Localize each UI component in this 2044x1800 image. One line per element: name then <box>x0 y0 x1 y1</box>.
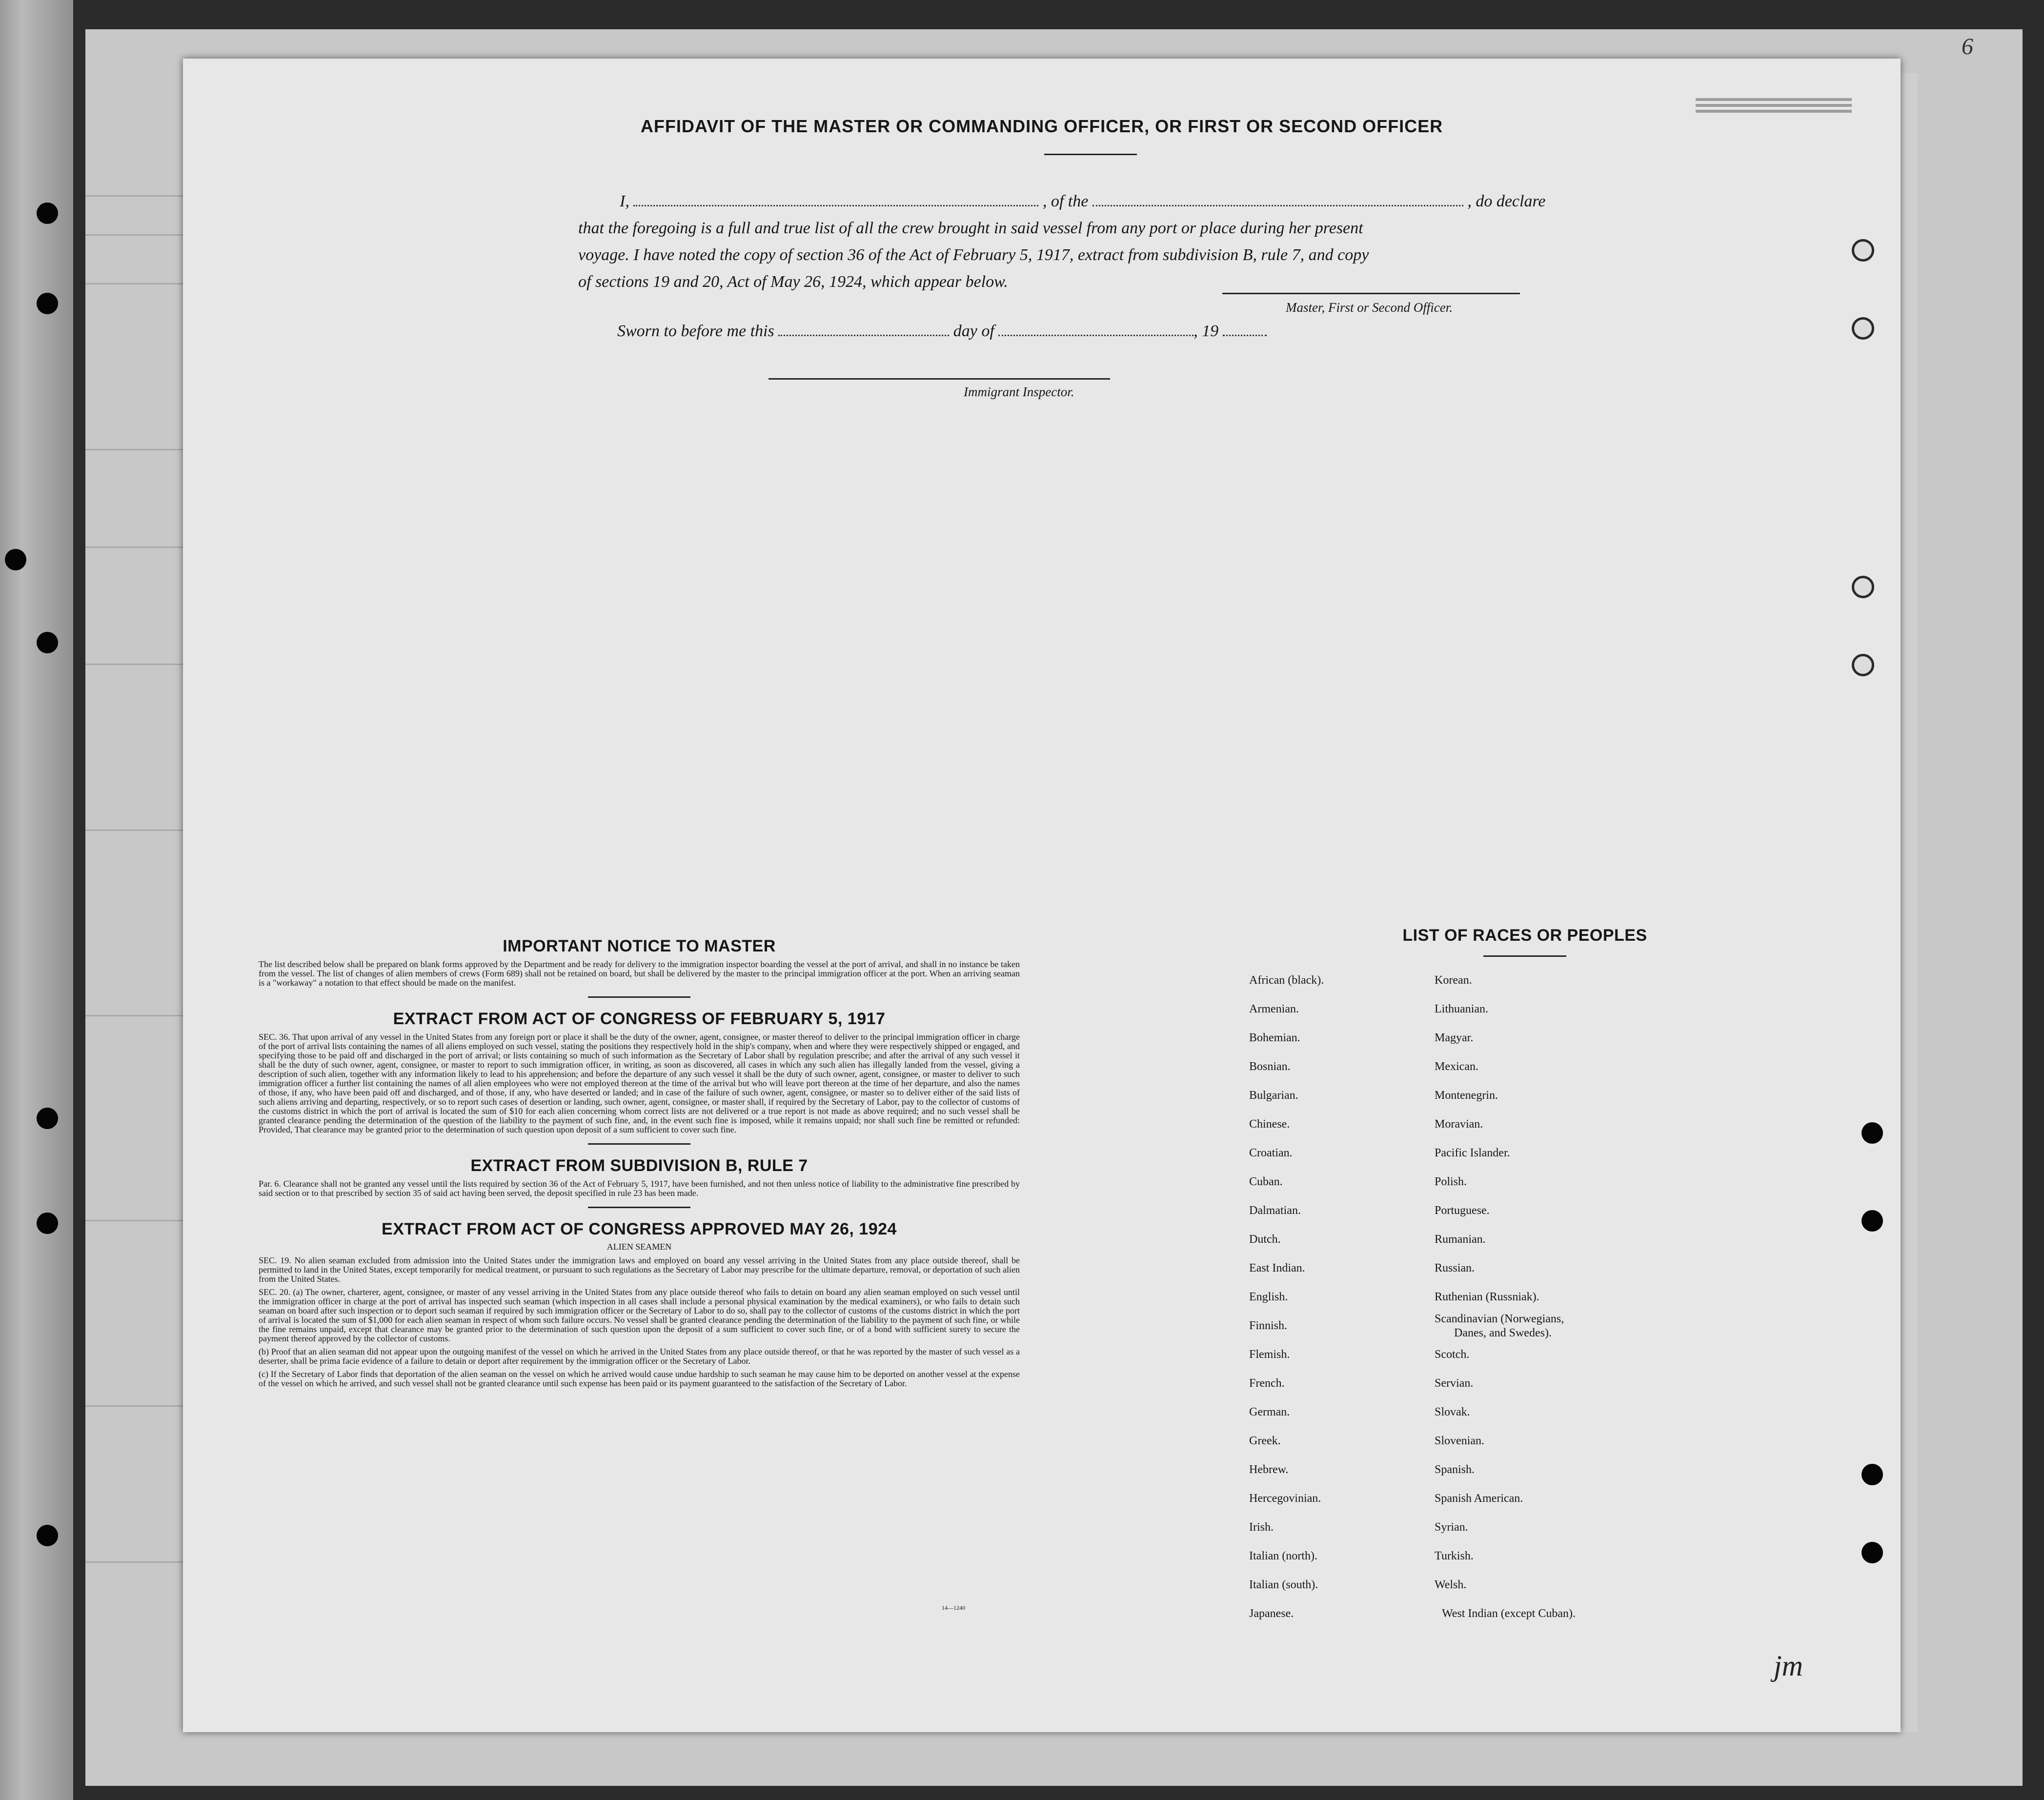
section-rule <box>588 1143 690 1145</box>
race-item: German. <box>1249 1406 1290 1418</box>
race-item: French. <box>1249 1377 1285 1390</box>
binder-hole <box>37 632 58 653</box>
extract3-subtitle: ALIEN SEAMEN <box>607 1242 672 1252</box>
title-rule <box>1044 154 1137 155</box>
race-item: Italian (north). <box>1249 1550 1317 1562</box>
inspector-line <box>769 378 1110 380</box>
binder-hole <box>37 1213 58 1234</box>
race-item: African (black). <box>1249 974 1324 987</box>
race-item: Irish. <box>1249 1521 1274 1534</box>
binder-hole <box>5 549 26 570</box>
extract3-sec20b: (b) Proof that an alien seaman did not appear upon the outgoing manifest of the vessel on which he arrived in the United States from any place outside thereof, or that he was reported by the master of such vessel as a deserter, shall be prima facie evidence of a failure to detain or deport after requirement by the immigration officer or the Secretary of Labor. <box>259 1347 1020 1366</box>
section-rule <box>588 996 690 998</box>
race-item: Magyar. <box>1435 1031 1474 1044</box>
sworn-month-blank <box>998 322 1194 336</box>
affidavit-line-1 <box>578 188 1730 215</box>
race-item: Scotch. <box>1435 1348 1470 1361</box>
sworn-line <box>617 322 1267 341</box>
race-item: Croatian. <box>1249 1147 1293 1159</box>
page-number-handwritten: 6 <box>1962 34 1973 60</box>
race-item: Hebrew. <box>1249 1463 1289 1476</box>
race-item: Armenian. <box>1249 1003 1299 1015</box>
affidavit-line-2: that the foregoing is a full and true list of all the crew brought in said vessel from any port or place during her present <box>578 219 1363 237</box>
punch-hole <box>1852 317 1874 340</box>
race-item: Korean. <box>1435 974 1472 987</box>
signature-line <box>1222 293 1520 294</box>
extract3-sec20c: (c) If the Secretary of Labor finds that deportation of the alien seaman on the vessel on which he arrived would cause undue hardship to such seaman he may cause him to be deported on another vessel at the expense of the vessel on which he arrived, and such vessel shall not be granted clearance until such expense has been paid or its payment guaranteed to the satisfaction of the Secretary of Labor. <box>259 1369 1020 1388</box>
race-item: Slovenian. <box>1435 1435 1484 1447</box>
notices-section <box>259 937 1020 1388</box>
affidavit-line-3: voyage. I have noted the copy of section 36 of the Act of February 5, 1917, extract from subdivision B, rule 7, and copy <box>578 246 1369 264</box>
race-item: Scandinavian (Norwegians, <box>1435 1313 1564 1325</box>
binder-hole <box>37 293 58 314</box>
race-item: Danes, and Swedes). <box>1454 1327 1552 1339</box>
extract2-title: EXTRACT FROM SUBDIVISION B, RULE 7 <box>470 1156 808 1175</box>
race-item: Dutch. <box>1249 1233 1281 1246</box>
binder-hole <box>37 1108 58 1129</box>
race-item: Polish. <box>1435 1175 1467 1188</box>
affidavit-of-the: , of the <box>1042 192 1089 210</box>
affidavit-line-4: of sections 19 and 20, Act of May 26, 1924, which appear below. <box>578 273 1008 291</box>
race-item: Finnish. <box>1249 1319 1288 1332</box>
sworn-prefix: Sworn to before me this <box>617 322 774 340</box>
race-item: Turkish. <box>1435 1550 1474 1562</box>
affidavit-i: I, <box>620 192 629 210</box>
race-item: Bosnian. <box>1249 1060 1291 1073</box>
race-item: Bohemian. <box>1249 1031 1300 1044</box>
handwritten-initials: jm <box>1774 1650 1803 1682</box>
sworn-date-blank <box>778 322 949 336</box>
punch-hole <box>1862 1464 1883 1485</box>
race-item: Russian. <box>1435 1262 1475 1274</box>
race-item: Cuban. <box>1249 1175 1283 1188</box>
punch-hole <box>1852 576 1874 598</box>
race-item: Dalmatian. <box>1249 1204 1301 1217</box>
binder-hole <box>37 202 58 224</box>
vessel-blank <box>1093 192 1463 206</box>
race-item: West Indian (except Cuban). <box>1442 1607 1576 1620</box>
notice-body: The list described below shall be prepared on blank forms approved by the Department and be ready for delivery to the immigration inspector boarding the vessel at the port of arrival, and shall in no instance be taken from the vessel. The list of changes of alien members of crews (Form 689) shall not be retained on board, but shall be delivered by the master to the principal immigration officer at the port. When an arriving seaman is a "workaway" a notation to that effect should be made on the manifest. <box>259 959 1020 988</box>
inspector-caption: Immigrant Inspector. <box>964 384 1074 399</box>
race-item: Spanish. <box>1435 1463 1475 1476</box>
extract3-title: EXTRACT FROM ACT OF CONGRESS APPROVED MAY 26, 1924 <box>382 1220 897 1238</box>
race-item: Portuguese. <box>1435 1204 1490 1217</box>
race-item: Welsh. <box>1435 1578 1467 1591</box>
race-item: East Indian. <box>1249 1262 1305 1274</box>
race-item: Greek. <box>1249 1435 1281 1447</box>
race-item: Italian (south). <box>1249 1578 1318 1591</box>
race-item: Ruthenian (Russniak). <box>1435 1291 1539 1303</box>
races-rule <box>1483 955 1566 957</box>
race-item: Syrian. <box>1435 1521 1468 1534</box>
binder-hole <box>37 1525 58 1546</box>
races-title: LIST OF RACES OR PEOPLES <box>1402 926 1647 945</box>
extract1-body: SEC. 36. That upon arrival of any vessel in the United States from any foreign port or place it shall be the duty of the owner, agent, consignee, or master thereof to deliver to the principal immigration officer in charge of the port of arrival lists containing the names of all aliens employed on such vessel, stating the positions they respectively hold in the ship's company, when and where they were respectively shipped or engaged, and specifying those to be paid off and discharged in the port of arrival; or lists containing so much of such information as the Secretary of Labor shall by regulation prescribe; and after the arrival of any such vessel it shall be the duty of such owner, agent, consignee, or master to report to such immigration officer, in writing, as soon as discovered, all cases in which any such alien has illegally landed from the vessel, giving a description of such alien, together with any information likely to lead to his apprehension; and before the departure of any such vessel it shall be the duty of such owner, agent, consignee, or master to deliver to such immigration officer a further list containing the names of all alien employees who were not employed thereon at the time of the arrival but who will leave port thereon at the time of her departure, and also the names of those, if any, who have been paid off and discharged, and of those, if any, who have deserted or landed; and in case of the failure of such owner, agent, consignee, or master so to deliver either of the said lists of such aliens arriving and departing, respectively, or so to report such cases of desertion or landing, such owner, agent, consignee, or master shall, if required by the Secretary of Labor, pay to the collector of customs of the customs district in which the port of arrival is located the sum of $10 for each alien concerning whom correct lists are not delivered or a true report is not made as above required; and no such vessel shall be granted clearance pending the determination of the question of the liability to the payment of such fine, and, in the event such fine is imposed, while it remains unpaid; nor shall such fine be remitted or refunded: Provided, That clearance may be granted prior to the determination of such question upon deposit of a sum sufficient to cover such fine. <box>259 1032 1020 1134</box>
race-item: Moravian. <box>1435 1118 1483 1131</box>
form-page <box>183 34 1973 1732</box>
section-rule <box>588 1207 690 1208</box>
race-item: Servian. <box>1435 1377 1474 1390</box>
extract3-sec19: SEC. 19. No alien seaman excluded from admission into the United States under the immigration laws and employed on board any vessel arriving in the United States from any place outside thereof, shall be permitted to land in the United States, except temporarily for medical treatment, or pursuant to such regulations as the Secretary of Labor may prescribe for the ultimate departure, removal, or deportation of such alien from the United States. <box>259 1255 1020 1284</box>
race-item: Montenegrin. <box>1435 1089 1498 1102</box>
extract3-sec20a: SEC. 20. (a) The owner, charterer, agent, consignee, or master of any vessel arriving in the United States from any place outside thereof who fails to detain on board any alien seaman employed on such vessel until the immigration officer in charge at the port of arrival has inspected such seaman (which inspection in all cases shall include a personal physical examination by the medical examiners), or who fails to detain such seaman on board after such inspection or to deport such seaman if required by such immigration officer or the Secretary of Labor to do so, shall pay to the collector of customs of the customs district in which the port of arrival is located the sum of $1,000 for each alien seaman in respect of whom such failure occurs. No vessel shall be granted clearance pending the determination of the liability to the payment of such fine, or while the fine remains unpaid, except that clearance may be granted prior to the determination of such question upon the deposit of a sum sufficient to cover such fine, or of a bond with sufficient surety to secure the payment thereof approved by the collector of customs. <box>259 1287 1020 1343</box>
punch-hole <box>1852 239 1874 262</box>
extract2-body: Par. 6. Clearance shall not be granted any vessel until the lists required by section 36 of the Act of February 5, 1917, have been furnished, and not then unless notice of liability to the administrative fine prescribed by said section or to that prescribed by section 35 of said act having been served, the deposit specified in rule 23 has been made. <box>259 1179 1020 1198</box>
race-item: Rumanian. <box>1435 1233 1486 1246</box>
race-item: Lithuanian. <box>1435 1003 1488 1015</box>
sworn-year: , 19 <box>1194 322 1219 340</box>
form-number: 14—1240 <box>942 1604 965 1611</box>
affidavit-body <box>578 188 1730 295</box>
race-item: Mexican. <box>1435 1060 1478 1073</box>
race-item: Pacific Islander. <box>1435 1147 1510 1159</box>
sworn-year-blank <box>1223 322 1267 336</box>
punch-hole <box>1862 1542 1883 1563</box>
sworn-day: day of <box>953 322 994 340</box>
race-item: English. <box>1249 1291 1288 1303</box>
race-item: Bulgarian. <box>1249 1089 1298 1102</box>
extract1-title: EXTRACT FROM ACT OF CONGRESS OF FEBRUARY 5, 1917 <box>393 1010 886 1028</box>
race-item: Spanish American. <box>1435 1492 1523 1505</box>
punch-hole <box>1862 1210 1883 1232</box>
race-item: Slovak. <box>1435 1406 1470 1418</box>
race-item: Flemish. <box>1249 1348 1290 1361</box>
signature-caption: Master, First or Second Officer. <box>1286 300 1453 315</box>
race-item: Hercegovinian. <box>1249 1492 1321 1505</box>
notice-title: IMPORTANT NOTICE TO MASTER <box>503 937 776 955</box>
binder-strip <box>0 0 73 1800</box>
affidavit-title: AFFIDAVIT OF THE MASTER OR COMMANDING OFFICER, OR FIRST OR SECOND OFFICER <box>640 116 1443 136</box>
affidavit-do-declare: , do declare <box>1467 192 1546 210</box>
name-blank <box>633 192 1038 206</box>
punch-hole <box>1852 654 1874 676</box>
punch-hole <box>1862 1122 1883 1144</box>
race-item: Chinese. <box>1249 1118 1290 1131</box>
race-item: Japanese. <box>1249 1607 1294 1620</box>
